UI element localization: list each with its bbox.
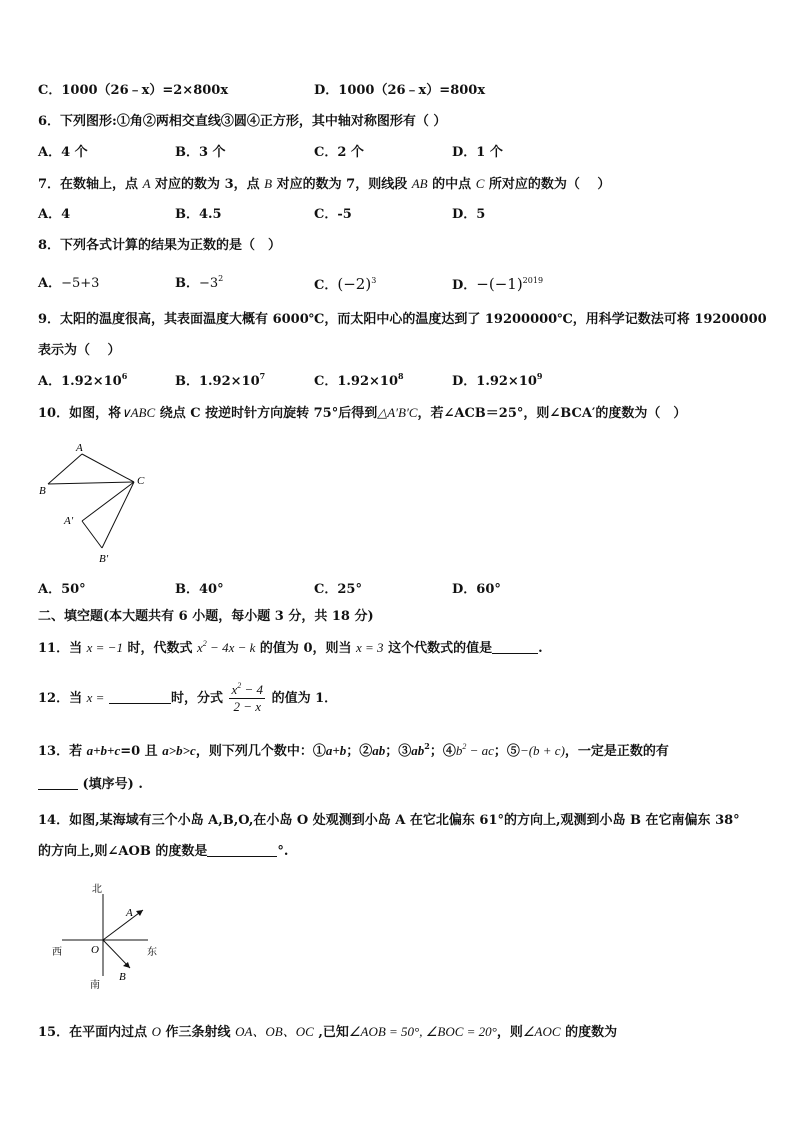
q7-option-b: B．4.5 (175, 207, 222, 222)
q11-stem: 11．当 x = −1 时，代数式 $x^2 - 4x - k$ 的值为 0，则当 x = 3 这个代数式的值是 . (38, 639, 543, 656)
segment-ab (48, 454, 82, 484)
q9-option-c: C．$1.92\times 10^8$ (314, 371, 404, 389)
q13-stem: 13．若 a+b+c=0 且 a>b>c，则下列几个数中：①a+b；②ab；$③ab^2$；$④b^2$ − ac；⑤−(b + c)，一定是正数的有 (38, 741, 669, 759)
q5-option-d: D．1000（26﹣x）=800x (314, 83, 486, 98)
q6-option-d: D．1 个 (452, 145, 503, 160)
label-b-prime: B′ (99, 553, 109, 565)
segment-bc (48, 482, 134, 484)
label-east: 东 (147, 947, 157, 958)
q11-answer-blank[interactable] (492, 641, 538, 654)
section-2-heading: 二、填空题(本大题共有 6 小题，每小题 3 分，共 18 分) (38, 609, 374, 624)
q8-stem: 8．下列各式计算的结果为正数的是（ ） (38, 238, 282, 253)
q7-stem: 7．在数轴上，点 A 对应的数为 3，点 B 对应的数为 7，则线段 AB 的中点 C 所对应的数为（ ） (38, 176, 611, 192)
label-a: A (126, 907, 133, 919)
q8-option-a: A．−5+3 (38, 276, 100, 291)
q6-option-a: A．4 个 (38, 145, 88, 160)
q9-stem-line2: 表示为（ ） (38, 343, 121, 358)
segment-ac (82, 454, 134, 482)
q10-option-a: A．50° (38, 582, 86, 597)
q9-option-d: D．$1.92\times 10^9$ (452, 371, 543, 389)
segment-b1c (102, 482, 134, 548)
q9-stem-line1: 9．太阳的温度很高，其表面温度大概有 6000℃，而太阳中心的温度达到了 19200000℃，用科学记数法可将 19200000 (38, 312, 767, 327)
q8-option-d: D．$-(-1)^{2019}$ (452, 275, 544, 293)
q14-stem-line2: 的方向上,则∠AOB 的度数是 °. (38, 844, 289, 859)
q13-stem-line2: (填序号) . (38, 776, 143, 794)
q14-answer-blank[interactable] (207, 844, 277, 857)
q7-option-d: D．5 (452, 207, 486, 222)
label-b: B (39, 485, 46, 497)
q9-option-a: A．$1.92\times 10^6$ (38, 371, 128, 389)
q12-stem: 12．当 x = 时，分式 $\frac{x^2 - 4}{2 - x}$ 的值为 1． (38, 681, 338, 714)
label-o: O (91, 944, 99, 956)
q10-option-d: D．60° (452, 582, 501, 597)
q7-option-a: A．4 (38, 207, 71, 222)
q5-option-c: C．1000（26﹣x）=2×800x (38, 83, 229, 98)
label-a: A (76, 442, 83, 454)
q6-stem: 6．下列图形:①角②两相交直线③圆④正方形，其中轴对称图形有（ ） (38, 114, 447, 129)
q10-stem: 10．如图，将∨ABC 绕点 C 按逆时针方向旋转 75°后得到△A′B′C，若∠ACB＝25°，则∠BCA′的度数为（ ） (38, 405, 687, 421)
label-north: 北 (92, 884, 102, 895)
q10-option-c: C．25° (314, 582, 362, 597)
q12-fraction: $\frac{x^2 - 4}{2 - x}$ (231, 681, 264, 714)
label-b: B (119, 971, 126, 983)
label-south: 南 (90, 980, 100, 991)
q12-answer-blank[interactable] (109, 691, 171, 704)
q15-stem: 15．在平面内过点 O 作三条射线 OA、OB、OC ,已知∠AOB = 50°, ∠BOC = 20°，则∠AOC 的度数为 (38, 1024, 618, 1040)
label-a-prime: A′ (64, 515, 74, 527)
q10-rotation-figure (36, 440, 156, 568)
q8-option-c: C．$(-2)^3$ (314, 275, 377, 293)
label-west: 西 (52, 947, 62, 958)
segment-a1c (82, 482, 134, 521)
q9-option-b: B．$1.92\times 10^7$ (175, 371, 266, 389)
q10-option-b: B．40° (175, 582, 224, 597)
ray-ob-arrowhead (123, 962, 130, 968)
q13-answer-blank[interactable] (38, 777, 78, 790)
q7-option-c: C．-5 (314, 207, 352, 222)
q14-stem-line1: 14．如图,某海域有三个小岛 A,B,O,在小岛 O 处观测到小岛 A 在它北偏东 61°的方向上,观测到小岛 B 在它南偏东 38° (38, 813, 740, 828)
segment-a1b1 (82, 521, 102, 548)
q14-compass-figure (48, 880, 166, 992)
q6-option-c: C．2 个 (314, 145, 364, 160)
label-c: C (137, 475, 145, 487)
ray-oa-arrowhead (136, 910, 143, 916)
q6-option-b: B．3 个 (175, 145, 226, 160)
q8-option-b: B．$-3^2$ (175, 274, 224, 291)
ray-oa (103, 910, 143, 940)
